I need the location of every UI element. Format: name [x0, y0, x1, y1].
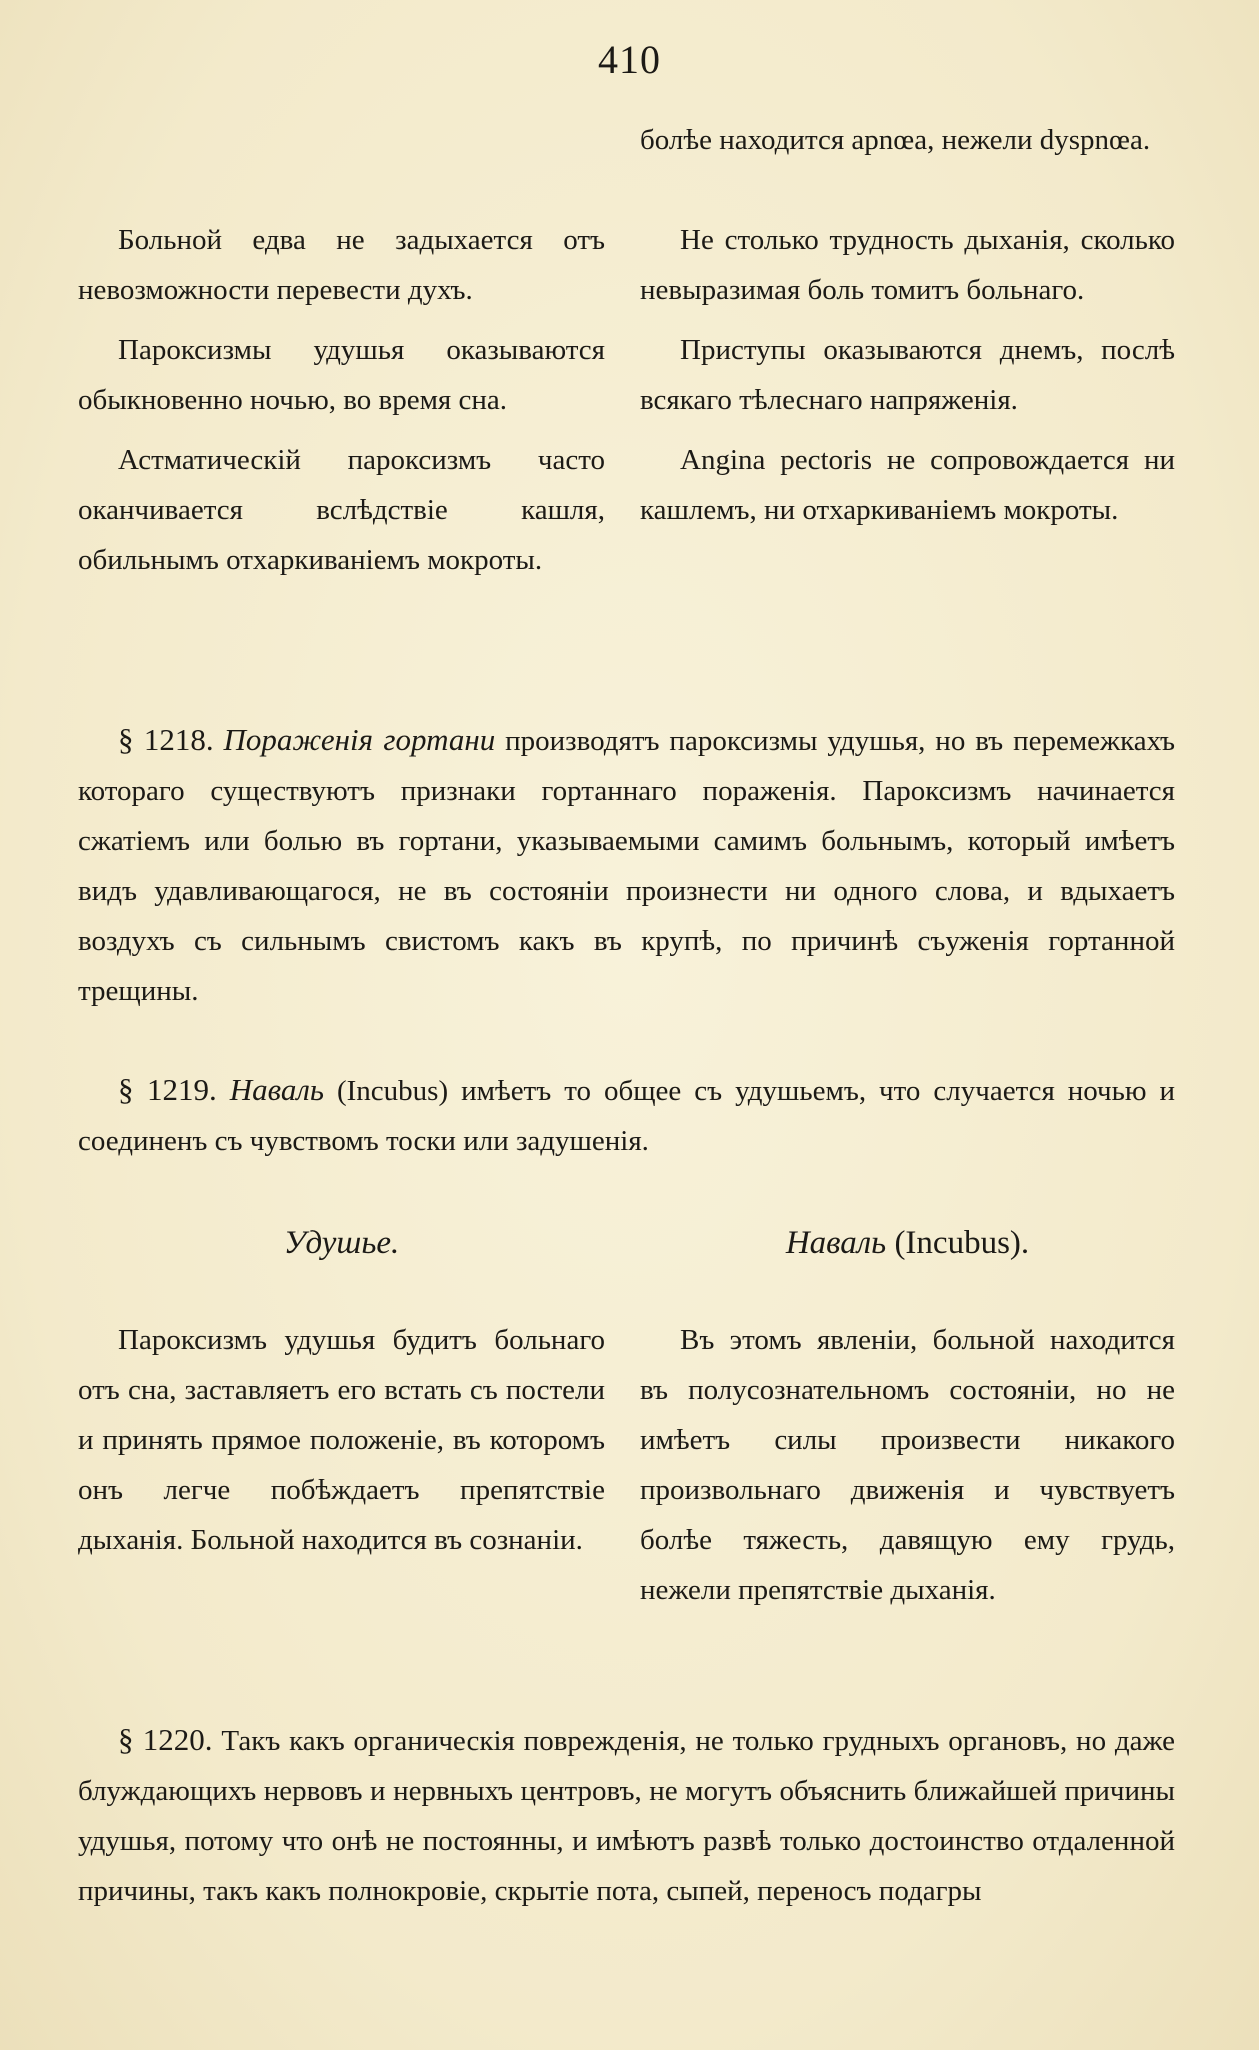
comparison-1-left-item: Астматическій пароксизмъ часто оканчивается вслѣдствіе кашля, обильнымъ отхаркиваніемъ мокроты. — [78, 444, 605, 576]
comparison-2-right-text: Въ этомъ явленіи, больной находится въ полусознательномъ состояніи, но не имѣетъ силы произвести никакого произвольнаго движенія и чувствуетъ болѣе тяжесть, давящую ему грудь, нежели препятствіе дыханія. — [640, 1324, 1175, 1606]
comparison-2-left-text: Пароксизмъ удушья будитъ больнаго отъ сна, заставляетъ его встать съ постели и принять прямое положеніе, въ которомъ онъ легче побѣждаетъ препятствіе дыханія. Больной находится въ сознаніи. — [78, 1324, 605, 1556]
comparison-1-right-item: Приступы оказываются днемъ, послѣ всякаго тѣлеснаго напряженія. — [640, 334, 1175, 416]
page-number: 410 — [598, 37, 661, 82]
section-number: § 1219. — [118, 1072, 217, 1107]
section-title: Пораженія гортани — [223, 722, 496, 757]
comparison-1-right-item: Angina pectoris не сопровождается ни кашлемъ, ни отхаркиваніемъ мокроты. — [640, 444, 1175, 526]
continuation-text: болѣе находится apnœa, нежели dyspnœa. — [640, 124, 1151, 156]
comparison-1-right-column — [640, 215, 1175, 535]
comparison-1-right-item: Не столько трудность дыханія, сколько невыразимая боль томитъ больнаго. — [640, 224, 1175, 306]
comparison-2-left-column — [78, 1315, 605, 1565]
comparison-1-left-item: Пароксизмы удушья оказываются обыкновенно ночью, во время сна. — [78, 334, 605, 416]
comparison-2-right-heading — [640, 1225, 1175, 1262]
section-1219 — [78, 1065, 1175, 1166]
section-text: производятъ пароксизмы удушья, но въ перемежкахъ котораго существуютъ признаки гортаннаго пораженія. Пароксизмъ начинается сжатіемъ или болью въ гортани, указываемыми самимъ больнымъ, который имѣетъ видъ удавливающагося, не въ состояніи произнести ни одного слова, и вдыхаетъ воздухъ съ сильнымъ свистомъ какъ въ крупѣ, по причинѣ съуженія гортанной трещины. — [78, 725, 1176, 1007]
continuation-paragraph — [640, 115, 1175, 165]
heading-italic: Наваль — [785, 1225, 887, 1261]
section-1220 — [78, 1715, 1175, 1916]
section-title: Наваль — [229, 1072, 324, 1107]
heading-rest: (Incubus). — [894, 1225, 1030, 1261]
section-1218 — [78, 715, 1175, 1016]
comparison-1-left-column — [78, 215, 605, 585]
section-number: § 1220. — [118, 1722, 213, 1757]
comparison-2-right-column — [640, 1315, 1175, 1615]
comparison-1-left-item: Больной едва не задыхается отъ невозможности перевести духъ. — [78, 224, 605, 306]
section-text: Такъ какъ органическія поврежденія, не только грудныхъ органовъ, но даже блуждающихъ нервовъ и нервныхъ центровъ, не могутъ объяснить ближайшей причины удушья, потому что онѣ не постоянны, и имѣютъ развѣ только достоинство отдаленной причины, такъ какъ полнокровіе, скрытіе пота, сыпей, переносъ подагры — [78, 1725, 1176, 1907]
comparison-2-left-heading: Удушье. — [283, 1225, 400, 1261]
section-text: (Incubus) имѣетъ то общее съ удушьемъ, что случается ночью и соединенъ съ чувствомъ тоски или задушенія. — [78, 1075, 1176, 1157]
section-number: § 1218. — [118, 722, 214, 757]
